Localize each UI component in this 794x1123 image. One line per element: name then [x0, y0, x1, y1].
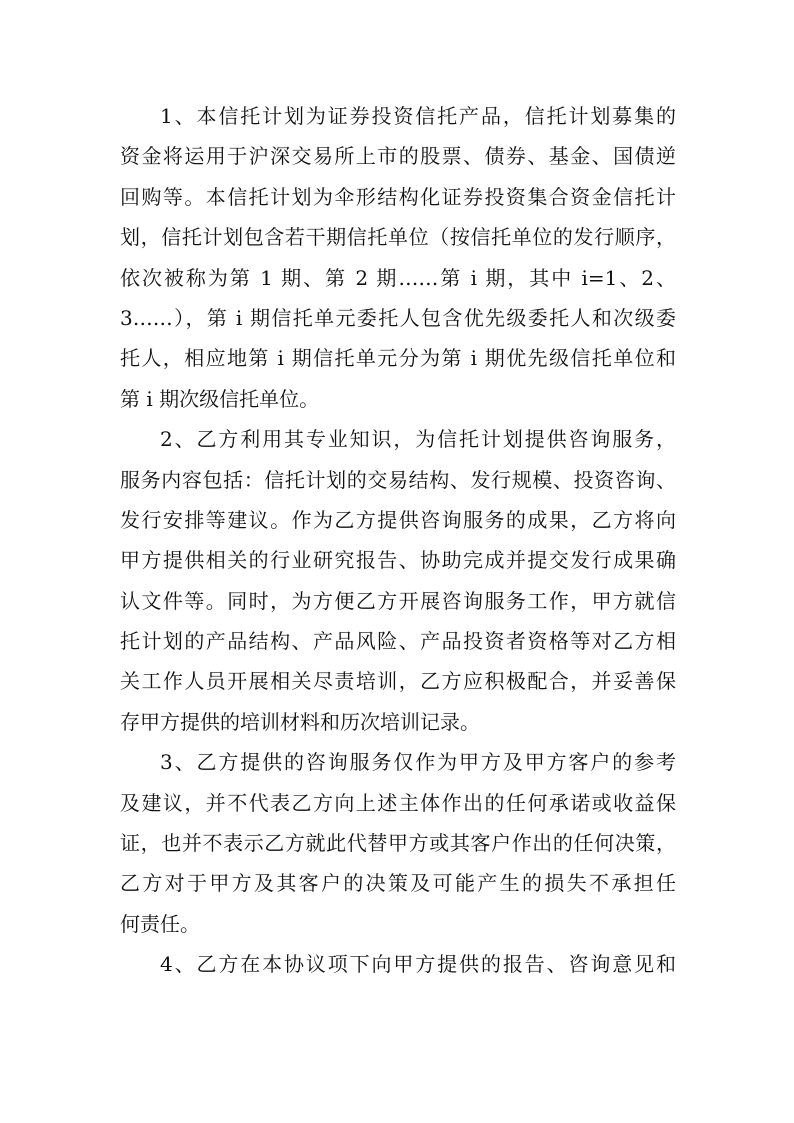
- text-line: 2、乙方利用其专业知识，为信托计划提供咨询服务，: [160, 427, 676, 452]
- document-body: [120, 96, 676, 985]
- text-line: 认文件等。同时，为方便乙方开展咨询服务工作，甲方就信: [120, 588, 676, 613]
- text-line: 托人，相应地第 i 期信托单元分为第 i 期优先级信托单位和: [120, 346, 676, 371]
- text-line: 划，信托计划包含若干期信托单位（按信托单位的发行顺序，: [120, 225, 676, 250]
- text-line: 及建议，并不代表乙方向上述主体作出的任何承诺或收益保: [120, 790, 676, 815]
- text-line: 托计划的产品结构、产品风险、产品投资者资格等对乙方相: [120, 629, 676, 654]
- text-line: 回购等。本信托计划为伞形结构化证券投资集合资金信托计: [120, 184, 676, 209]
- text-line: 乙方对于甲方及其客户的决策及可能产生的损失不承担任: [120, 871, 676, 896]
- text-line: 关工作人员开展相关尽责培训，乙方应积极配合，并妥善保: [120, 669, 676, 694]
- text-line: 证，也并不表示乙方就此代替甲方或其客户作出的任何决策，: [120, 831, 676, 856]
- text-line: 何责任。: [120, 911, 200, 936]
- text-line: 发行安排等建议。作为乙方提供咨询服务的成果，乙方将向: [120, 507, 676, 532]
- text-line: 第 i 期次级信托单位。: [120, 386, 320, 411]
- text-line: 存甲方提供的培训材料和历次培训记录。: [120, 709, 480, 734]
- text-line: 依次被称为第 1 期、第 2 期……第 i 期，其中 i=1、2、: [120, 265, 676, 290]
- text-line: 服务内容包括：信托计划的交易结构、发行规模、投资咨询、: [120, 467, 676, 492]
- text-line: 4、乙方在本协议项下向甲方提供的报告、咨询意见和: [160, 952, 676, 977]
- text-line: 1、本信托计划为证券投资信托产品，信托计划募集的: [160, 104, 676, 128]
- text-line: 3、乙方提供的咨询服务仅作为甲方及甲方客户的参考: [160, 750, 676, 775]
- text-line: 资金将运用于沪深交易所上市的股票、债券、基金、国债逆: [120, 144, 676, 169]
- text-line: 甲方提供相关的行业研究报告、协助完成并提交发行成果确: [120, 548, 676, 573]
- text-line: 3……），第 i 期信托单元委托人包含优先级委托人和次级委: [120, 305, 676, 330]
